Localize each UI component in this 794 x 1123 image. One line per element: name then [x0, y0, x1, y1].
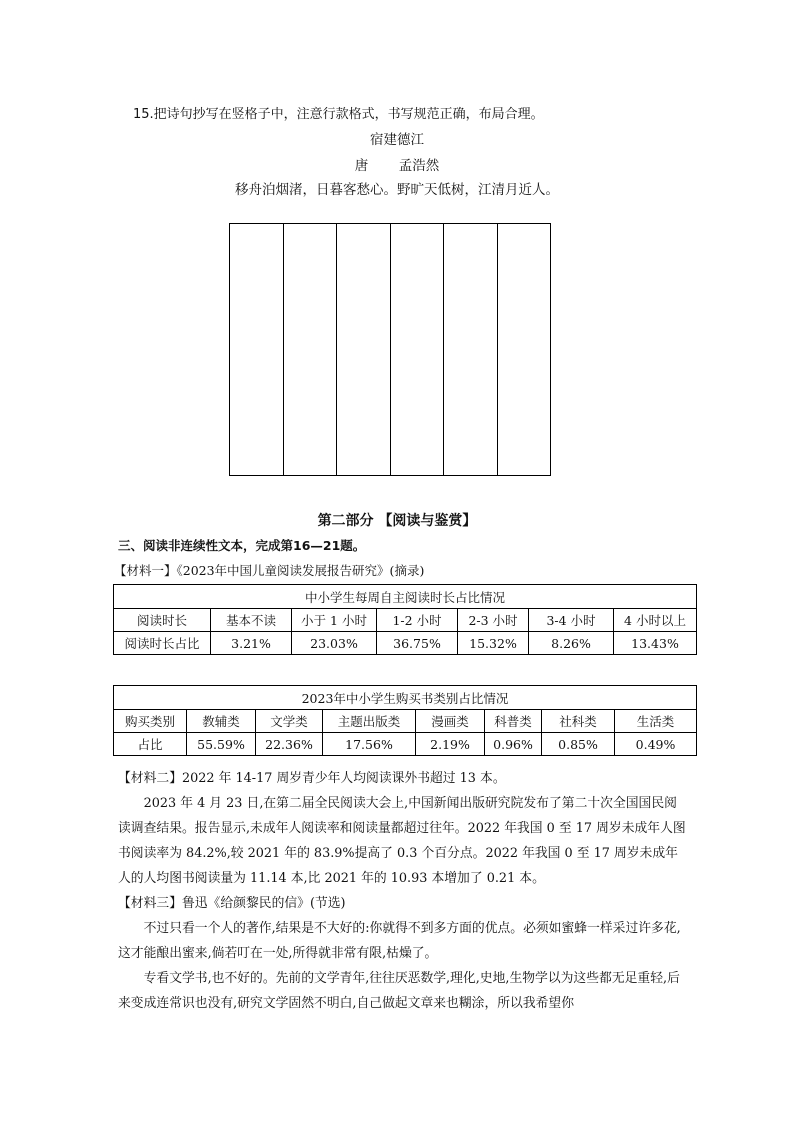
reading-time-table [113, 584, 697, 655]
table-cell: 17.56% [323, 733, 416, 756]
table-row [114, 632, 697, 655]
poem-author: 孟浩然 [398, 158, 440, 174]
poem-title: 宿建德江 [370, 132, 424, 148]
table-header-cell: 2-3 小时 [458, 609, 529, 632]
table-cell: 8.26% [529, 632, 614, 655]
table-header-cell: 4 小时以上 [614, 609, 697, 632]
grid-column[interactable] [391, 224, 445, 475]
poem-text: 移舟泊烟渚，日暮客愁心。野旷天低树，江清月近人。 [235, 182, 559, 198]
table-cell: 0.85% [542, 733, 615, 756]
table-caption: 2023年中小学生购买书类别占比情况 [114, 686, 697, 710]
grid-column[interactable] [284, 224, 338, 475]
poem-dynasty: 唐 [354, 158, 369, 174]
table-cell: 3.21% [211, 632, 292, 655]
grid-column[interactable] [337, 224, 391, 475]
grid-column[interactable] [444, 224, 498, 475]
table-cell: 36.75% [377, 632, 458, 655]
section-three-heading: 三、阅读非连续性文本，完成第16—21题。 [118, 538, 366, 553]
table-header-cell: 阅读时长 [114, 609, 211, 632]
material-three-label: 【材料三】鲁迅《给颜黎民的信》(节选) [118, 896, 346, 911]
table-cell: 0.96% [485, 733, 542, 756]
table-cell: 阅读时长占比 [114, 632, 211, 655]
part-two-title: 第二部分 【阅读与鉴赏】 [317, 513, 477, 529]
table-caption: 中小学生每周自主阅读时长占比情况 [114, 585, 697, 609]
material-two-paragraph: 2023 年 4 月 23 日,在第二届全民阅读大会上,中国新闻出版研究院发布了第二十次全国国民阅读调查结果。报告显示,未成年人阅读率和阅读量都超过往年。2022 年我国 0 至 17 周岁未成年人图书阅读率为 84.2%,较 2021 年的 83.9%提高了 0.3 个百分点。2022 年我国 0 至 17 周岁未成年人的人均图书阅读量为 11.14 本,比 2021 年的 10.93 本增加了 0.21 本。 [118, 796, 686, 886]
poem-author-line [0, 154, 794, 174]
table-header-cell: 教辅类 [187, 710, 256, 733]
table-header-cell: 基本不读 [211, 609, 292, 632]
table-header-cell: 社科类 [542, 710, 615, 733]
material-three-paragraph-1: 不过只看一个人的著作,结果是不大好的:你就得不到多方面的优点。必须如蜜蜂一样采过许多花,这才能酿出蜜来,倘若叮在一处,所得就非常有限,枯燥了。 [118, 921, 681, 961]
writing-grid[interactable] [229, 223, 551, 476]
table-header-row [114, 609, 697, 632]
table-header-cell: 购买类别 [114, 710, 187, 733]
table-cell: 0.49% [615, 733, 697, 756]
table-header-cell: 科普类 [485, 710, 542, 733]
table-cell: 23.03% [292, 632, 377, 655]
table-header-cell: 1-2 小时 [377, 609, 458, 632]
table-row [114, 733, 697, 756]
table-header-cell: 漫画类 [416, 710, 485, 733]
material-one-label: 【材料一】《2023年中国儿童阅读发展报告研究》(摘录) [114, 563, 425, 578]
table-cell: 13.43% [614, 632, 697, 655]
material-two-block [118, 766, 688, 891]
table-cell: 占比 [114, 733, 187, 756]
grid-column[interactable] [230, 224, 284, 475]
material-three-block [118, 891, 688, 1016]
table-header-cell: 主题出版类 [323, 710, 416, 733]
table-cell: 55.59% [187, 733, 256, 756]
table-header-cell: 小于 1 小时 [292, 609, 377, 632]
table-header-cell: 3-4 小时 [529, 609, 614, 632]
table-header-row [114, 710, 697, 733]
table-header-cell: 生活类 [615, 710, 697, 733]
table-cell: 2.19% [416, 733, 485, 756]
grid-column[interactable] [498, 224, 551, 475]
question-15-prompt: 15.把诗句抄写在竖格子中，注意行款格式，书写规范正确，布局合理。 [133, 107, 544, 122]
table-cell: 15.32% [458, 632, 529, 655]
table-header-cell: 文学类 [256, 710, 323, 733]
table-cell: 22.36% [256, 733, 323, 756]
book-category-table [113, 685, 697, 756]
material-three-paragraph-2: 专看文学书,也不好的。先前的文学青年,往往厌恶数学,理化,史地,生物学以为这些都无足重轻,后来变成连常识也没有,研究文学固然不明白,自己做起文章来也糊涂，所以我希望你 [118, 971, 680, 1011]
material-two-label: 【材料二】2022 年 14-17 周岁青少年人均阅读课外书超过 13 本。 [118, 771, 506, 786]
